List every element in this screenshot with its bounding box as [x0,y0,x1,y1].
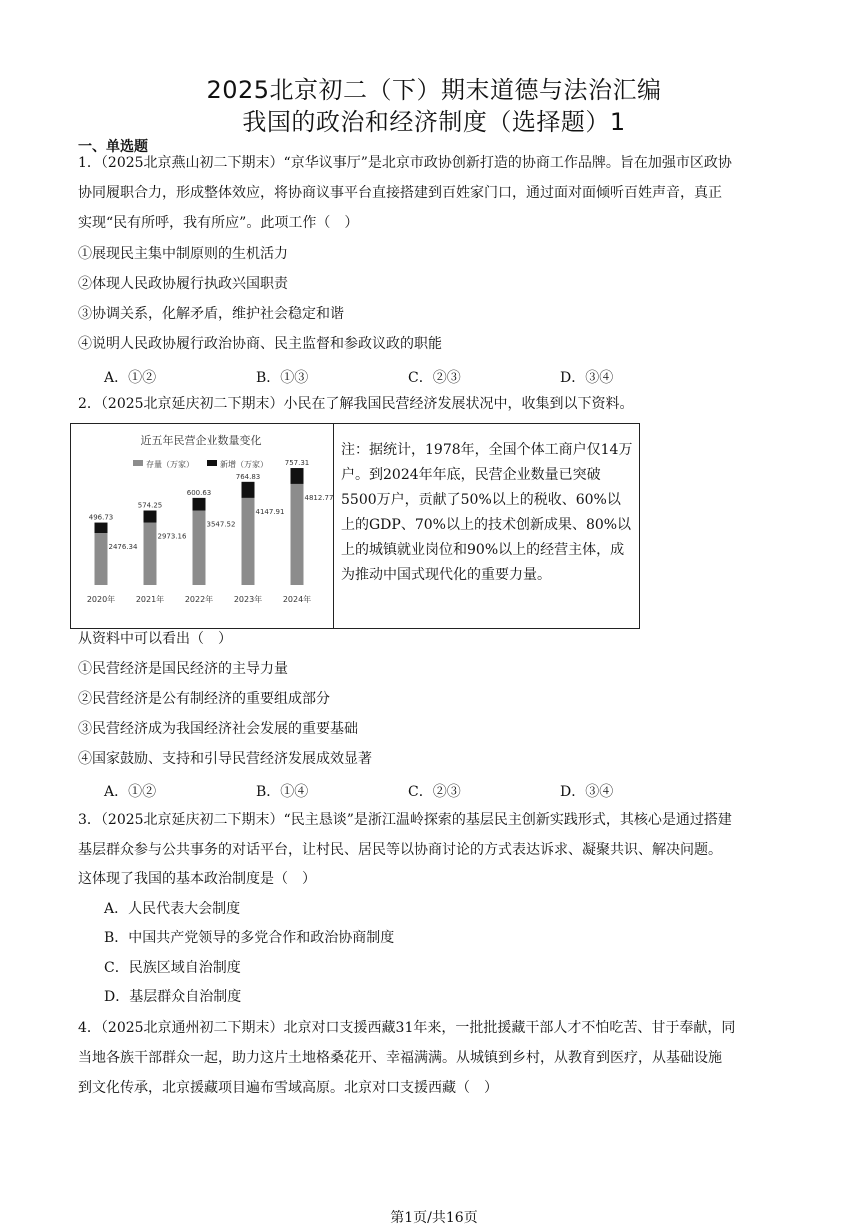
q3-option-b[interactable]: B．中国共产党领导的多党合作和政治协商制度 [104,930,395,946]
data-label-new: 600.63 [186,488,212,497]
q4-stem-line: 当地各族干部群众一起，助力这片土地格桑花开、幸福满满。从城镇到乡村，从教育到医疗，从基础设施 [78,1050,722,1066]
page-footer: 第1页/共16页 [390,1210,478,1226]
data-label-new: 574.25 [137,501,163,510]
q4-stem-line: 4．（2025北京通州初二下期末）北京对口支援西藏31年来，一批批援藏干部人才不怕吃苦、甘于奉献，同 [78,1020,736,1036]
data-label-new: 496.73 [88,513,114,522]
material-box [70,423,640,629]
data-label-stock: 4147.91 [255,507,285,516]
bar-stock [144,523,157,585]
q2-prompt: 从资料中可以看出（ ） [78,631,232,647]
q1-option-a[interactable]: A．①② [104,370,157,386]
x-tick-label: 2021年 [135,595,165,604]
q2-option-b[interactable]: B．①④ [256,784,309,800]
bar-stock [193,511,206,585]
q3-stem-line: 这体现了我国的基本政治制度是（ ） [78,871,316,887]
q2-item: ①民营经济是国民经济的主导力量 [78,661,288,677]
q1-option-b[interactable]: B．①③ [256,370,309,386]
data-label-stock: 2973.16 [157,532,187,541]
page-title: 2025北京初二（下）期末道德与法治汇编 [206,76,662,104]
q1-item: ②体现人民政协履行执政兴国职责 [78,276,288,292]
data-label-stock: 3547.52 [206,520,236,529]
q2-option-d[interactable]: D．③④ [560,784,614,800]
bar-new [291,468,304,484]
data-label-new: 757.31 [284,459,310,468]
legend-swatch-stock [133,460,143,466]
chart-title: 近五年民营企业数量变化 [140,434,262,447]
bar-new [95,523,108,533]
q3-option-d[interactable]: D．基层群众自治制度 [104,989,242,1005]
bar-stock [291,484,304,585]
q2-option-a[interactable]: A．①② [104,784,157,800]
q2-item: ④国家鼓励、支持和引导民营经济发展成效显著 [78,751,372,767]
bar-new [242,482,255,498]
bar-new [193,498,206,511]
bar-new [144,511,157,523]
q3-stem-line: 3．（2025北京延庆初二下期末）“民主恳谈”是浙江温岭探索的基层民主创新实践形式，其核心是通过搭建 [78,812,732,828]
x-tick-label: 2023年 [233,595,263,604]
data-label-stock: 2476.34 [108,542,138,551]
q1-stem-line: 实现“民有所呼，我有所应”。此项工作（ ） [78,215,359,231]
q1-stem-line: 协同履职合力，形成整体效应，将协商议事平台直接搭建到百姓家门口，通过面对面倾听百姓声音，真正 [78,185,722,201]
q3-option-c[interactable]: C．民族区域自治制度 [104,960,241,976]
q2-options [104,781,712,801]
q2-stem: 2．（2025北京延庆初二下期末）小民在了解我国民营经济发展状况中，收集到以下资料。 [78,396,634,412]
data-label-new: 764.83 [235,472,261,481]
q3-option-a[interactable]: A．人民代表大会制度 [104,901,241,917]
q1-option-c[interactable]: C．②③ [408,370,461,386]
q1-item: ④说明人民政协履行政治协商、民主监督和参政议政的职能 [78,336,442,352]
private-enterprise-chart [71,424,333,628]
section-heading: 一、单选题 [78,139,148,155]
x-tick-label: 2024年 [282,595,312,604]
q3-stem-line: 基层群众参与公共事务的对话平台，让村民、居民等以协商讨论的方式表达诉求、凝聚共识、解决问题。 [78,842,722,858]
q2-item: ②民营经济是公有制经济的重要组成部分 [78,691,330,707]
box-divider [333,424,334,628]
data-label-stock: 4812.77 [304,493,333,502]
legend-label-new: 新增（万家） [220,460,268,469]
page-subtitle: 我国的政治和经济制度（选择题）1 [242,108,626,136]
q1-option-d[interactable]: D．③④ [560,370,614,386]
bar-stock [242,498,255,585]
x-tick-label: 2022年 [184,595,214,604]
q2-option-c[interactable]: C．②③ [408,784,461,800]
q2-item: ③民营经济成为我国经济社会发展的重要基础 [78,721,358,737]
legend-swatch-new [207,460,217,466]
q1-item: ①展现民主集中制原则的生机活力 [78,246,288,262]
legend-label-stock: 存量（万家） [146,460,194,469]
bar-stock [95,533,108,585]
q1-item: ③协调关系，化解矛盾，维护社会稳定和谐 [78,306,344,322]
q4-stem-line: 到文化传承，北京援藏项目遍布雪域高原。北京对口支援西藏（ ） [78,1080,498,1096]
x-tick-label: 2020年 [86,595,116,604]
material-note: 注：据统计，1978年，全国个体工商户仅14万户。到2024年年底，民营企业数量已突破5500万户，贡献了50%以上的税收、60%以上的GDP、70%以上的技术创新成果、80%以上的城镇就业岗位和90%以上的经营主体，成为推动中国式现代化的重要力量。 [341,442,633,583]
q1-stem-line: 1．（2025北京燕山初二下期末）“京华议事厅”是北京市政协创新打造的协商工作品牌。旨在加强市区政协 [78,155,732,171]
q1-options [104,367,712,387]
